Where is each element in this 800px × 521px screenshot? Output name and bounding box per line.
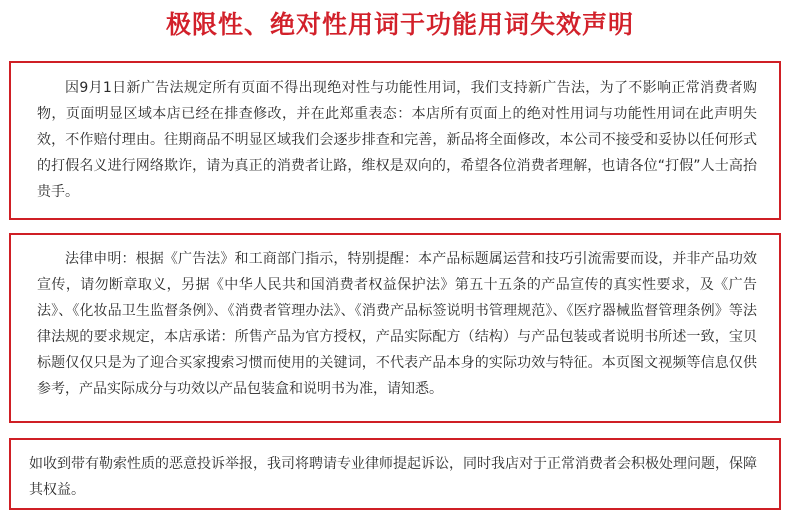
complaint-warning-box (9, 438, 781, 510)
invalidation-notice-text: 因9月1日新广告法规定所有页面不得出现绝对性与功能性用词，我们支持新广告法，为了不影响正常消费者购物，页面明显区域本店已经在排查修改，并在此郑重表态：本店所有页面上的绝对性用词与功能性用词在此声明失效，不作赔付理由。往期商品不明显区域我们会逐步排查和完善，新品将全面修改，本公司不接受和妥协以任何形式的打假名义进行网络欺诈，请为真正的消费者让路，维权是双向的，希望各位消费者理解，也请各位“打假”人士高抬贵手。 (37, 80, 757, 200)
complaint-warning-text: 如收到带有勒索性质的恶意投诉举报，我司将聘请专业律师提起诉讼，同时我店对于正常消费者会积极处理问题，保障其权益。 (29, 456, 757, 498)
legal-statement-text: 法律申明：根据《广告法》和工商部门指示，特别提醒：本产品标题属运营和技巧引流需要而设，并非产品功效宣传，请勿断章取义，另据《中华人民共和国消费者权益保护法》第五十五条的产品宣传的真实性要求，及《广告法》、《化妆品卫生监督条例》、《消费者管理办法》、《消费产品标签说明书管理规范》、《医疗器械监督管理条例》等法律法规的要求规定，本店承诺：所售产品为官方授权，产品实际配方（结构）与产品包装或者说明书所述一致，宝贝标题仅仅只是为了迎合买家搜索习惯而使用的关键词，不代表产品本身的实际功效与特征。本页图文视频等信息仅供参考，产品实际成分与功效以产品包装盒和说明书为准，请知悉。 (37, 251, 757, 397)
invalidation-notice-box (9, 61, 781, 220)
page-title: 极限性、绝对性用词于功能用词失效声明 (165, 10, 634, 39)
legal-statement-box (9, 233, 781, 423)
